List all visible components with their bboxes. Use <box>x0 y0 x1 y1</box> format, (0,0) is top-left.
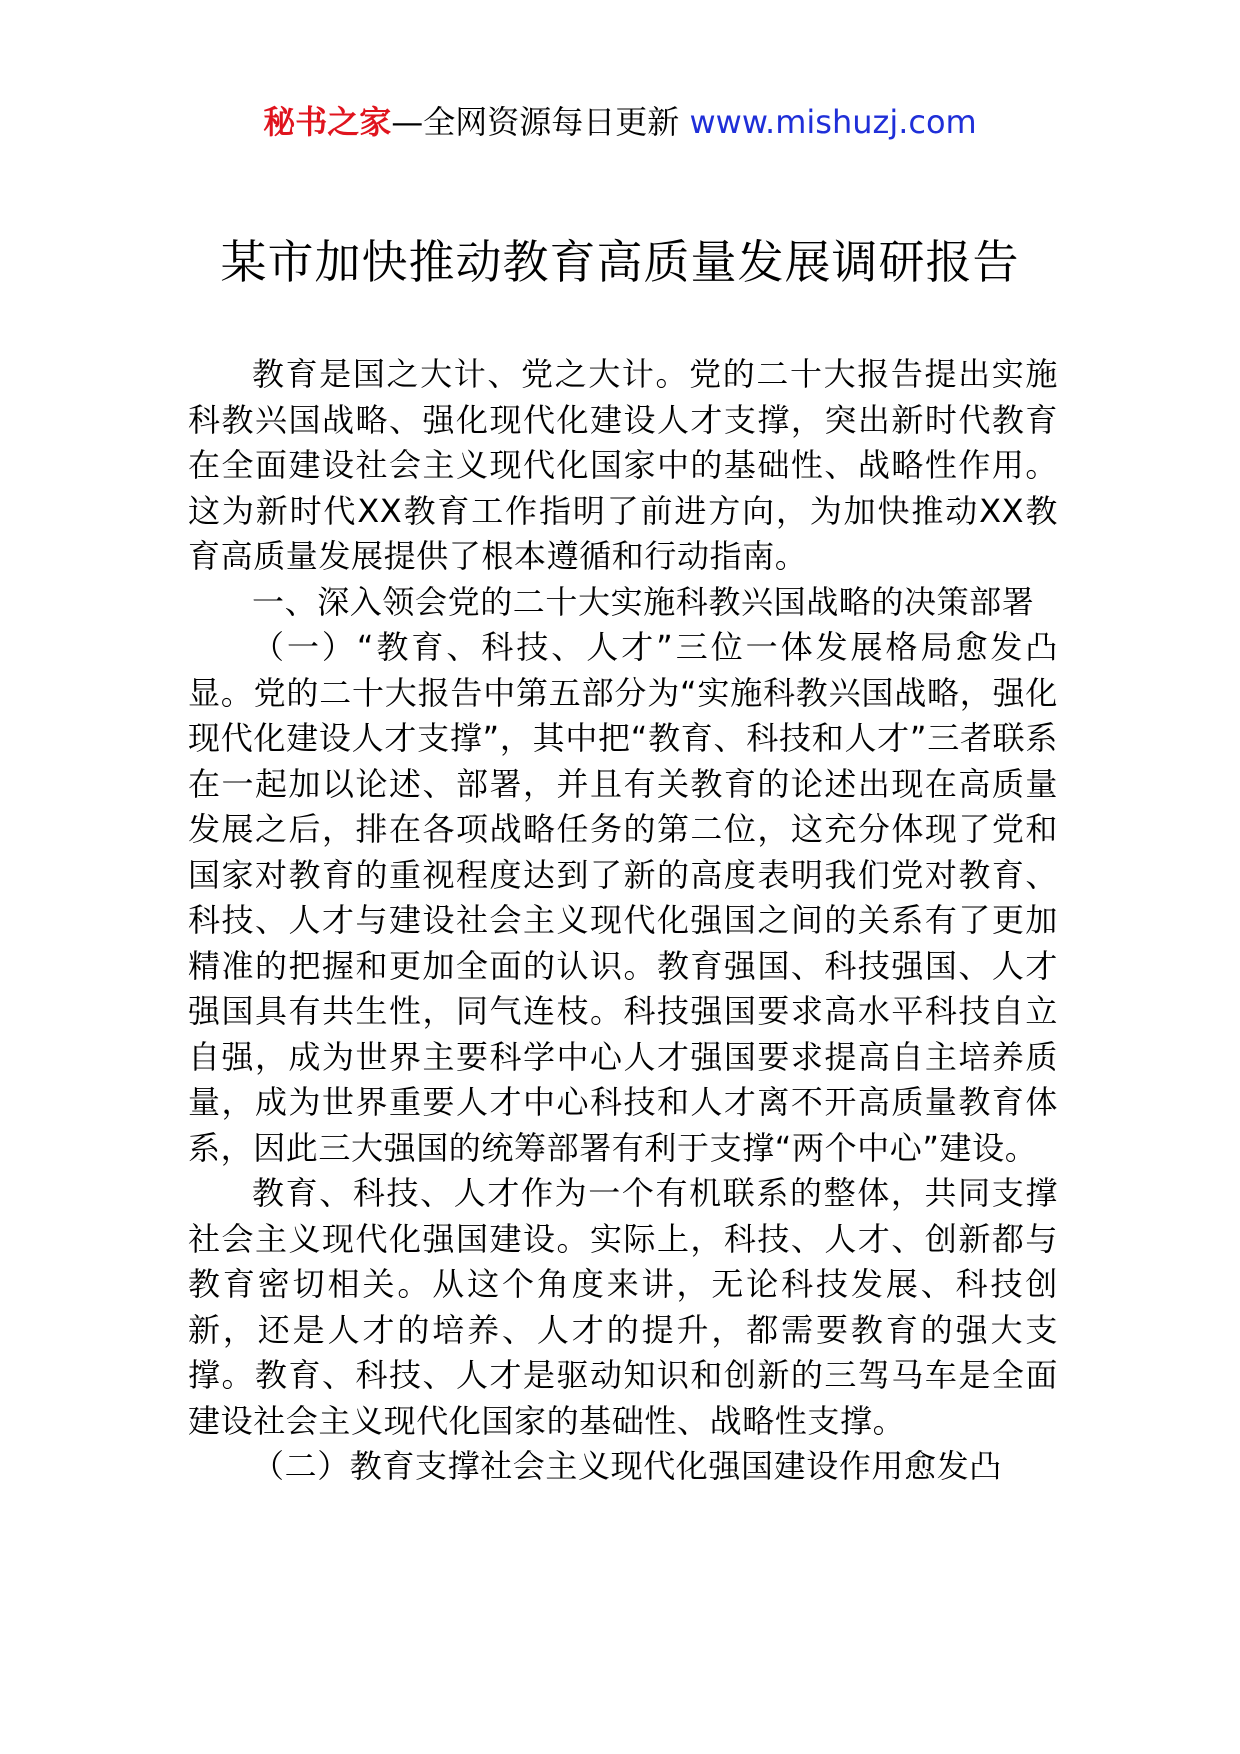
site-brand: 秘书之家 <box>263 103 392 141</box>
paragraph-body: 教育、科技、人才作为一个有机联系的整体，共同支撑社会主义现代化强国建设。实际上，科技、人才、创新都与教育密切相关。从这个角度来讲，无论科技发展、科技创新，还是人才的培养、人才的提升，都需要教育的强大支撑。教育、科技、人才是驱动知识和创新的三驾马车是全面建设社会主义现代化国家的基础性、战略性支撑。 <box>188 1174 1058 1440</box>
paragraph-subsection-2: （二）教育支撑社会主义现代化强国建设作用愈发凸 <box>252 1447 1002 1485</box>
document-body <box>188 352 1058 1490</box>
document-title: 某市加快推动教育高质量发展调研报告 <box>220 235 1020 289</box>
paragraph-subsection-1: （一）“教育、科技、人才”三位一体发展格局愈发凸显。党的二十大报告中第五部分为“实施科教兴国战略，强化现代化建设人才支撑”，其中把“教育、科技和人才”三者联系在一起加以论述、部署，并且有关教育的论述出现在高质量发展之后，排在各项战略任务的第二位，这充分体现了党和国家对教育的重视程度达到了新的高度表明我们党对教育、科技、人才与建设社会主义现代化强国之间的关系有了更加精准的把握和更加全面的认识。教育强国、科技强国、人才强国具有共生性，同气连枝。科技强国要求高水平科技自立自强，成为世界主要科学中心人才强国要求提高自主培养质量，成为世界重要人才中心科技和人才离不开高质量教育体系，因此三大强国的统筹部署有利于支撑“两个中心”建设。 <box>188 628 1058 1167</box>
paragraph-intro: 教育是国之大计、党之大计。党的二十大报告提出实施科教兴国战略、强化现代化建设人才支撑，突出新时代教育在全面建设社会主义现代化国家中的基础性、战略性作用。这为新时代XX教育工作指明了前进方向，为加快推动XX教育高质量发展提供了根本遵循和行动指南。 <box>188 355 1058 575</box>
site-url-link[interactable]: www.mishuzj.com <box>689 103 977 141</box>
site-tagline: —全网资源每日更新 <box>391 103 690 141</box>
section-heading-1: 一、深入领会党的二十大实施科教兴国战略的决策部署 <box>252 582 1035 621</box>
site-header <box>0 100 1240 144</box>
